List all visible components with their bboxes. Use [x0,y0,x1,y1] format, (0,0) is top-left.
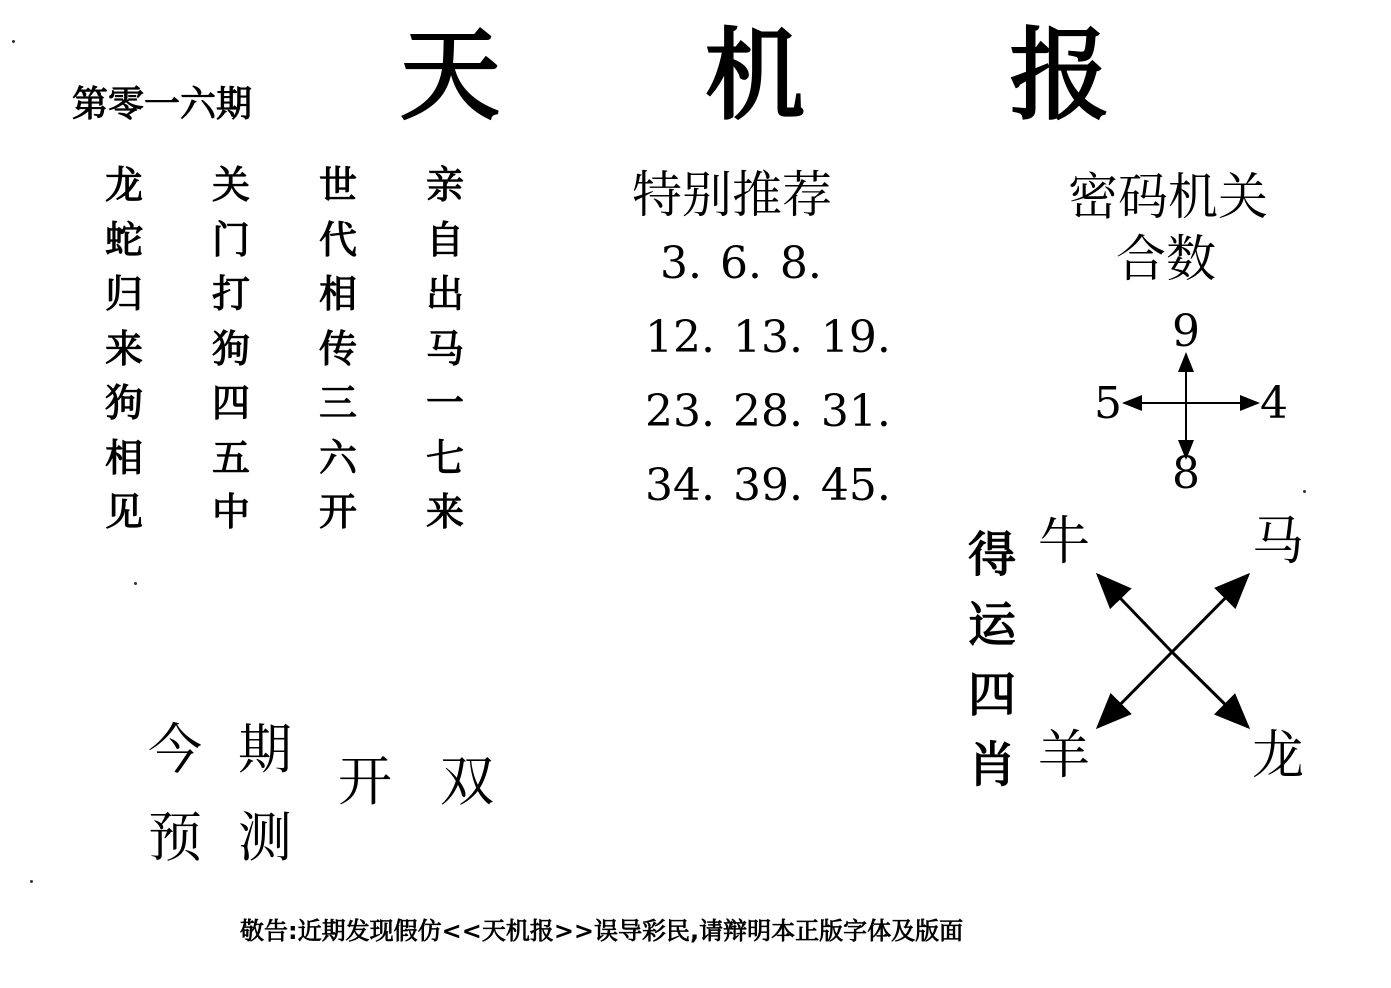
fortune-char: 运 [967,597,1016,653]
scan-speck [30,880,33,883]
poem-char: 来 [105,326,144,371]
special-numbers-row: 12. 13. 19. [645,312,891,363]
zodiac-bottom-right: 龙 [1252,726,1305,786]
notice-text: 敬告:近期发现假仿<<天机报>>误导彩民,请辩明本正版字体及版面 [240,917,964,945]
poem-char: 五 [212,435,251,480]
scan-speck [12,40,15,43]
poem-char: 出 [426,272,465,316]
zodiac-top-right: 马 [1252,512,1305,572]
poem-char: 代 [319,217,358,262]
poem-row [105,158,533,213]
poem-row [105,322,533,377]
poem-char: 归 [105,272,144,316]
poem-char: 相 [105,435,144,480]
code-right-number: 4 [1260,378,1288,429]
poem-char: 三 [319,381,358,425]
prediction-result: 双 [440,750,494,813]
poem-row [105,213,533,268]
poem-char: 关 [212,163,251,207]
poem-char: 自 [426,217,465,262]
prediction-char: 期 [238,718,292,781]
poem-char: 狗 [105,381,144,425]
poem-char: 来 [426,490,465,534]
poem-char: 见 [105,490,144,534]
poem-char: 打 [212,272,251,316]
fortune-char: 得 [967,527,1016,583]
code-title: 密码机关 [1068,168,1268,226]
fortune-label [964,520,1020,800]
poem-row [105,485,533,540]
poem-char: 门 [212,217,251,262]
poem-row [105,431,533,486]
code-bottom-number: 8 [1172,448,1200,499]
code-subtitle: 合数 [1116,230,1216,288]
poem-char: 马 [426,326,465,371]
poem-char: 狗 [212,326,251,371]
prediction-char: 预 [148,806,202,869]
prediction-char: 测 [238,806,292,869]
special-numbers-row: 23. 28. 31. [645,386,891,437]
poem-char: 开 [319,490,358,534]
poem-char: 龙 [105,163,144,207]
prediction-result: 开 [338,750,392,813]
poem-char: 亲 [426,163,465,207]
poem-char: 四 [212,381,251,425]
page-title: 天 机 报 [400,16,1195,134]
poem-char: 蛇 [105,217,144,262]
poem-char: 一 [426,381,465,425]
scan-speck [1303,490,1306,493]
scan-speck [134,582,137,585]
poem-row [105,267,533,322]
poem-char: 世 [319,163,358,207]
special-numbers-row: 34. 39. 45. [645,460,891,511]
poem-row [105,376,533,431]
poem-char: 七 [426,435,465,480]
x-arrows-icon [1085,565,1260,740]
code-left-number: 5 [1094,378,1122,429]
special-title: 特别推荐 [632,166,832,224]
issue-number: 第零一六期 [72,84,253,125]
fortune-char: 肖 [967,737,1016,793]
zodiac-bottom-left: 羊 [1038,726,1091,786]
special-numbers-row: 3. 6. 8. [660,238,822,289]
poem-char: 中 [212,490,251,534]
zodiac-top-left: 牛 [1038,512,1091,572]
poem-char: 传 [319,326,358,371]
prediction-char: 今 [148,718,202,781]
poem-char: 相 [319,272,358,316]
fortune-char: 四 [967,667,1016,723]
code-top-number: 9 [1172,306,1200,357]
poem-grid [105,158,533,540]
poem-char: 六 [319,435,358,480]
